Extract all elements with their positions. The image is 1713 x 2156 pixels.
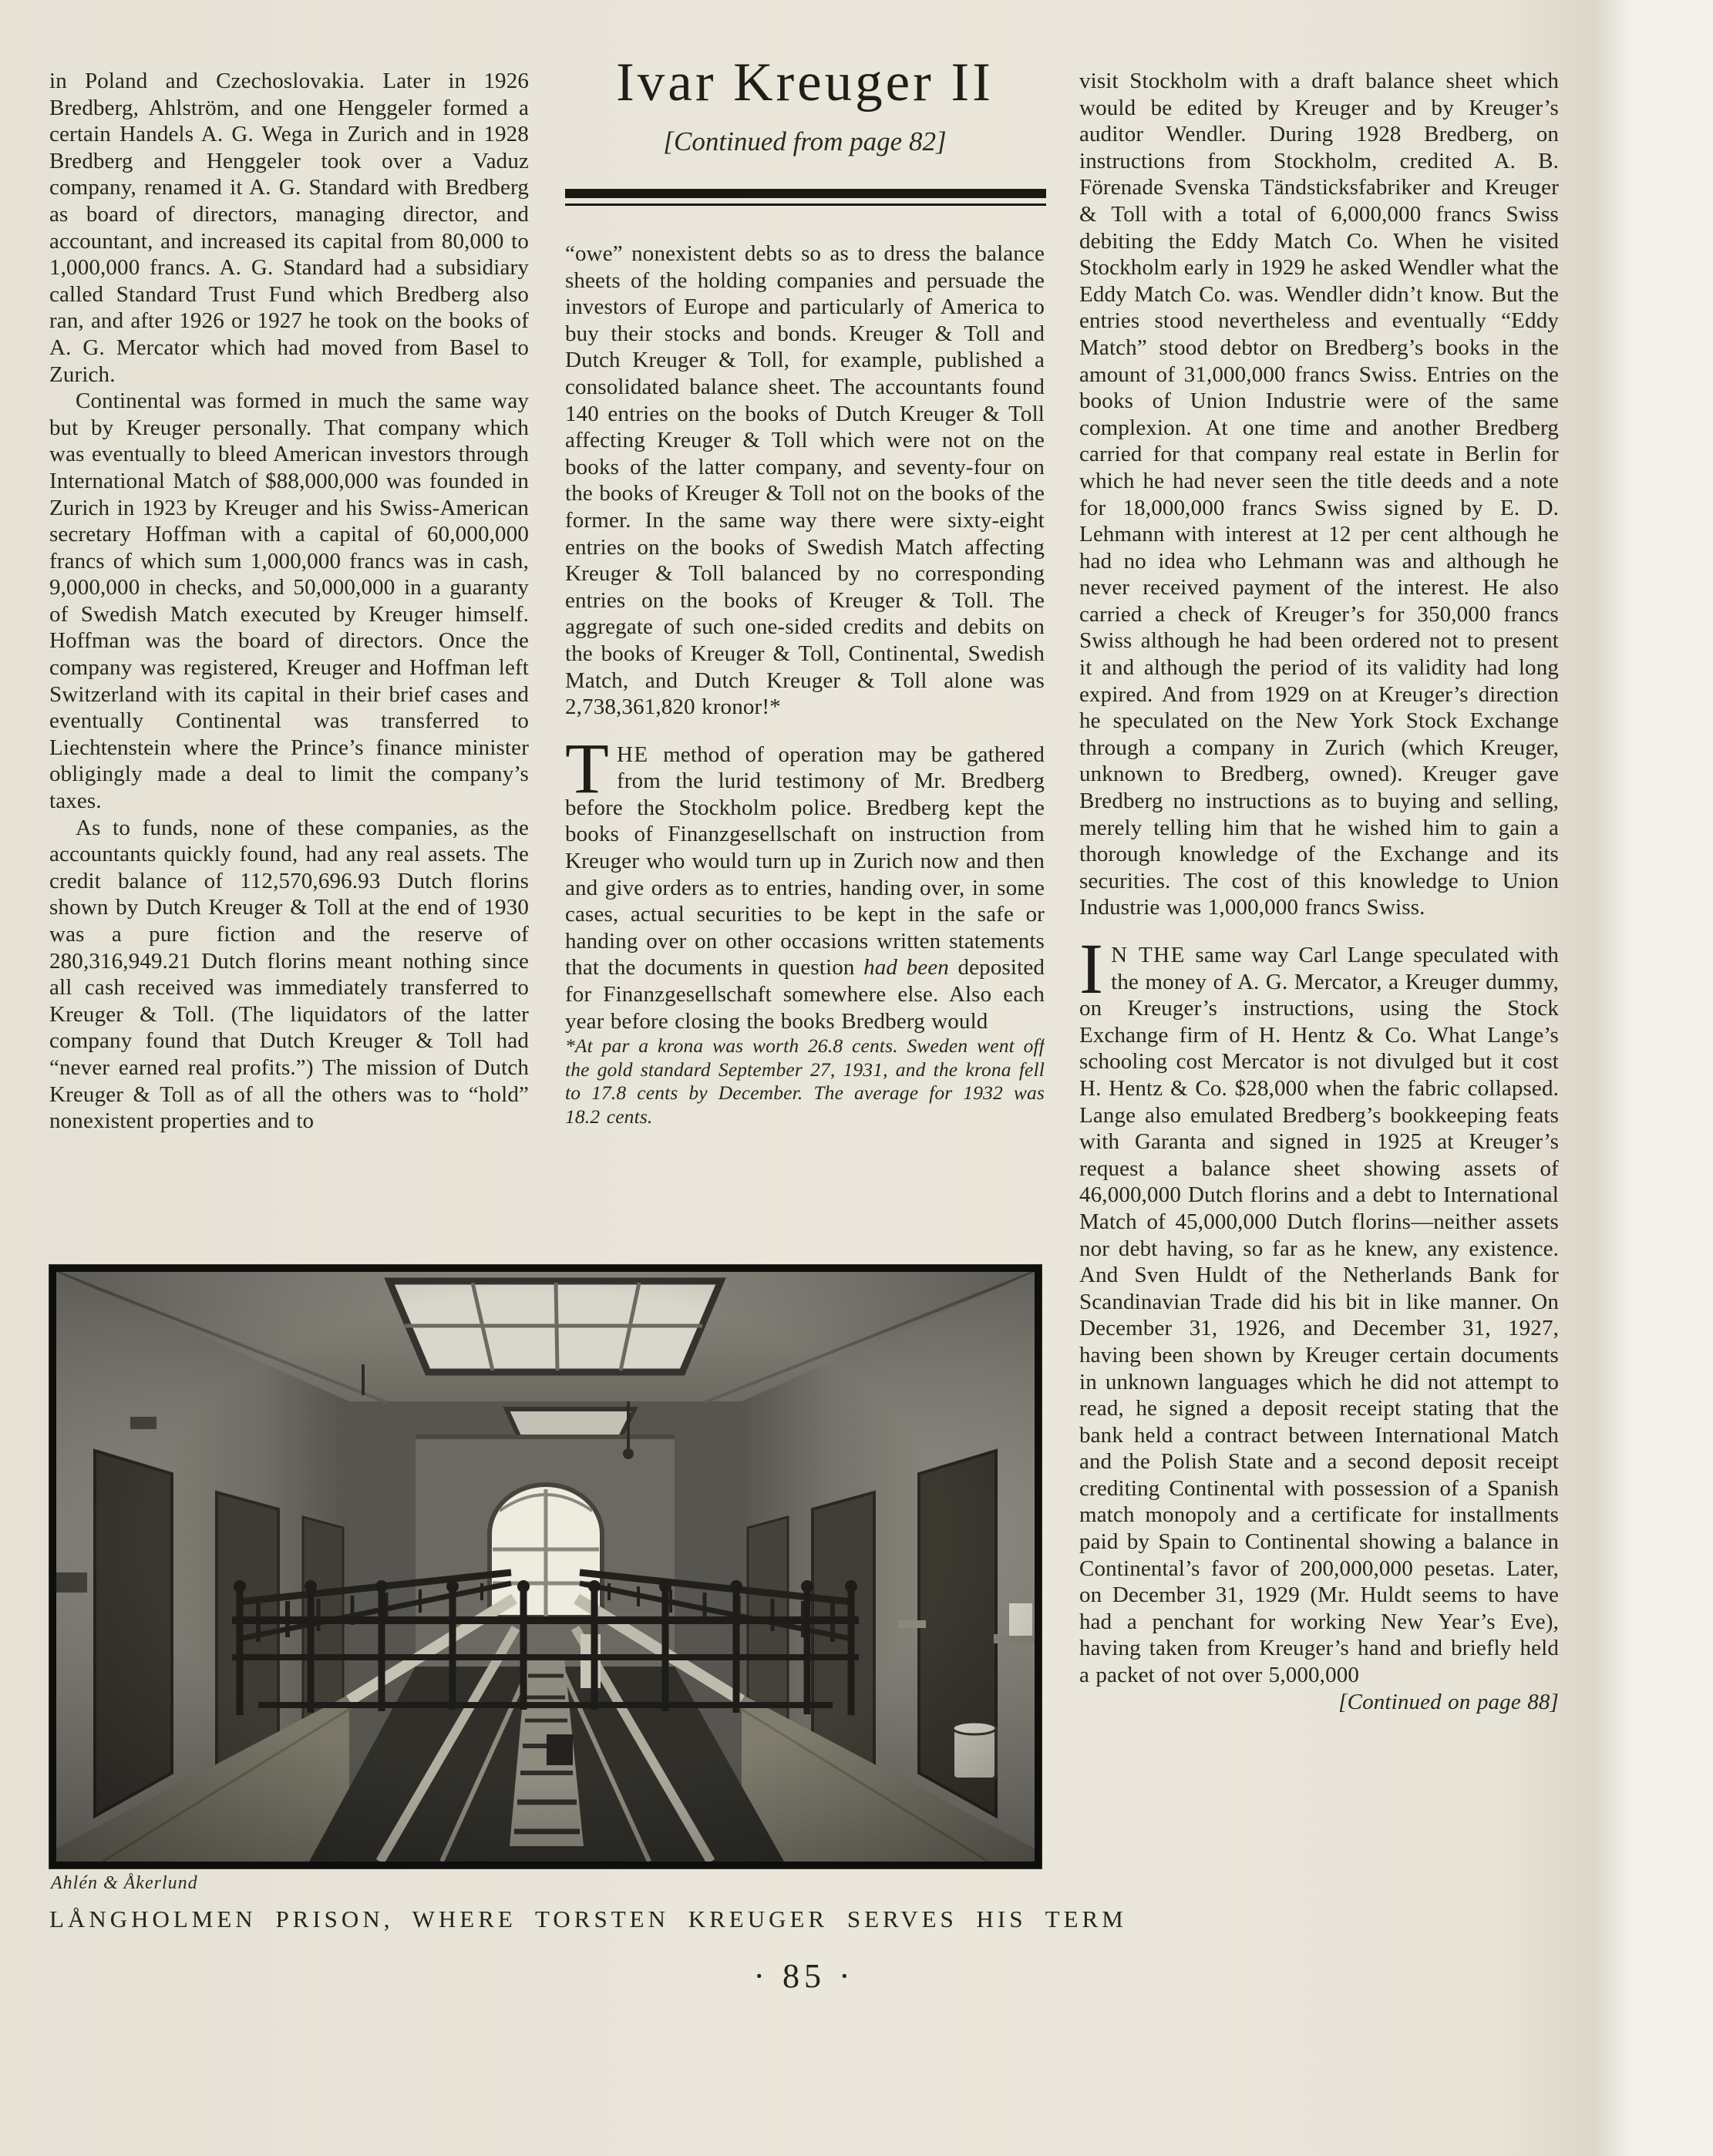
page-title: Ivar Kreuger II [616,52,994,113]
paragraph: Continental was formed in much the same way but by Kreuger personally. That company which was eventually to bleed American investors through International Match of $88,000,000 was founded in Zurich in 1923 by Kreuger and his Swiss-American secretary Hoffman with a capital of 60,000,000 francs of which sum 1,000,000 francs was in cash, 9,000,000 in checks, and 50,000,000 in a guaranty of Swedish Match executed by Kreuger himself. Hoffman was the board of directors. Once the company was registered, Kreuger and Hoffman left Switzerland with its capital in their brief cases and eventually Continental was transferred to Liechtenstein where the Prince’s finance minister obligingly made a deal to limit the company’s taxes. [49,388,529,814]
right-column [1079,68,1559,1979]
prison-photo [49,1265,1042,1868]
photo-caption: LÅNGHOLMEN PRISON, WHERE TORSTEN KREUGER SERVES HIS TERM [49,1905,1127,1932]
continued-from-notice: [Continued from page 82] [663,126,947,156]
article-header [565,51,1045,157]
continued-on-notice: [Continued on page 88] [1338,1689,1559,1714]
lead-capitals: N THE [1111,943,1186,967]
drop-cap: I [1079,930,1104,1009]
paragraph: visit Stockholm with a draft balance sheet which would be edited by Kreuger and by Kreuger’s auditor Wendler. During 1928 Bredberg, on instructions from Stockholm, credited A. B. Förenade Svenska Tändsticksfabriker and Kreuger & Toll with a total of 6,000,000 francs Swiss debiting the Eddy Match Co. When he visited Stockholm early in 1929 he asked Wendler what the Eddy Match Co. was. Wendler didn’t know. But the entries stood nevertheless and eventually “Eddy Match” stood debtor on Bredberg’s books in the amount of 31,000,000 francs Swiss. Entries on the books of Union Industrie were of the same complexion. At one time and another Bredberg carried for that company real estate in Berlin for which he had never seen the title deeds and a note for 18,000,000 francs Swiss signed by E. D. Lehmann with interest at 12 per cent although he had no idea who Lehmann was and although he never received payment of the interest. He also carried a check of Kreuger’s for 350,000 francs Swiss although he had been ordered not to present it and although the period of its validity had long expired. And from 1929 on at Kreuger’s direction he speculated on the New York Stock Exchange through a company in Zurich (which Kreuger, unknown to Bredberg, owned). Kreuger gave Bredberg no instructions as to buying and selling, merely telling him that he wished him to gain a thorough knowledge of the Exchange and its securities. The cost of this knowledge to Union Industrie was 1,000,000 francs Swiss. [1079,69,1559,920]
paragraph: “owe” nonexistent debts so as to dress the balance sheets of the holding companies and persuade the investors of Europe and particularly of America to buy their stocks and bonds. Kreuger & Toll and Dutch Kreuger & Toll, for example, published a consolidated balance sheet. The accountants found 140 entries on the books of Dutch Kreuger & Toll affecting Kreuger & Toll which were not on the books of the latter company, and seventy-four on the books of Kreuger & Toll not on the books of the former. In the same way there were sixty-eight entries on the books of Swedish Match affecting Kreuger & Toll balanced by no corresponding entries on the books of Kreuger & Toll. The aggregate of such one-sided credits and debits on the books of Kreuger & Toll, Continental, Swedish Match, and Dutch Kreuger & Toll alone was 2,738,361,820 kronor!* [565,241,1045,720]
paragraph: in Poland and Czechoslovakia. Later in 1926 Bredberg, Ahlström, and one Henggeler formed a certain Handels A. G. Wega in Zurich and in 1928 Bredberg and Henggeler took over a Vaduz company, renamed it A. G. Standard with Bredberg as board of directors, managing director, and accountant, and increased its capital from 80,000 to 1,000,000 francs. A. G. Standard had a subsidiary called Standard Trust Fund which Bredberg also ran, and after 1926 or 1927 he took on the books of A. G. Mercator which had moved from Basel to Zurich. [49,69,529,387]
footnote: *At par a krona was worth 26.8 cents. Sweden went off the gold standard September 27, 1931, and the krona fell to 17.8 cents by December. The average for 1932 was 18.2 cents. [565,1034,1045,1128]
prison-photo-illustration [56,1272,1035,1862]
left-column [49,68,529,1259]
rule-thin-line [565,203,1046,206]
middle-column [565,240,1045,1260]
lead-capitals: HE [616,742,649,767]
photo-credit: Ahlén & Åkerlund [51,1873,198,1893]
rule-thick-line [565,189,1046,198]
drop-cap: T [565,728,609,809]
paragraph: I N THE same way Carl Lange speculated with the money of A. G. Mercator, a Kreuger dummy, on Kreuger’s instructions, using the Stock Exchange firm of H. Hentz & Co. What Lange’s schooling cost Mercator is not divulged but it cost H. Hentz & Co. $28,000 when the fabric collapsed. Lange also emulated Bredberg’s bookkeeping feats with Garanta and signed in 1925 at Kreuger’s request a balance sheet showing assets of 46,000,000 Dutch florins and a debt to International Match of 45,000,000 Dutch florins—neither assets nor debt having, so far as he knew, any existence. And Sven Huldt of the Netherlands Bank for Scandinavian Trade did his bit in like manner. On December 31, 1926, and December 31, 1927, having been shown by Kreuger certain documents in unknown languages which he did not attempt to read, he signed a deposit receipt stating that the bank held a contract between International Match and the Polish State and a second deposit receipt crediting Continental with possession of a Spanish match monopoly and a certificate for installments paid by Spain to Continental showing a balance in Continental’s favor of 200,000,000 pesetas. Later, on December 31, 1929 (Mr. Huldt seems to have had a penchant for working New Year’s Eve), having taken from Kreuger’s hand and briefly held a packet of not over 5,000,000 [1079,930,1559,1688]
paragraph: As to funds, none of these companies, as the accountants quickly found, had any real assets. The credit balance of 112,570,696.93 Dutch florins shown by Dutch Kreuger & Toll at the end of 1930 was a pure fiction and the reserve of 280,316,949.21 Dutch florins meant nothing since all cash received was immediately transferred to Kreuger & Toll. (The liquidators of the latter company found that Dutch Kreuger & Toll had “never earned real profits.”) The mission of Dutch Kreuger & Toll as of all the others was to “hold” nonexistent properties and to [49,815,529,1134]
page-number: · 85 · [753,1957,855,1995]
paragraph: THE method of operation may be gathered from the lurid testimony of Mr. Bredberg before the Stockholm police. Bredberg kept the books of Finanzgesellschaft on instruction from Kreuger who would turn up in Zurich now and then and give orders as to entries, handing over, in some cases, actual securities to be kept in the safe or handing over on other occasions written statements that the documents in question had been deposited for Finanzgesellschaft somewhere else. Also each year before closing the books Bredberg would [565,728,1045,1034]
section-rule [565,189,1046,206]
